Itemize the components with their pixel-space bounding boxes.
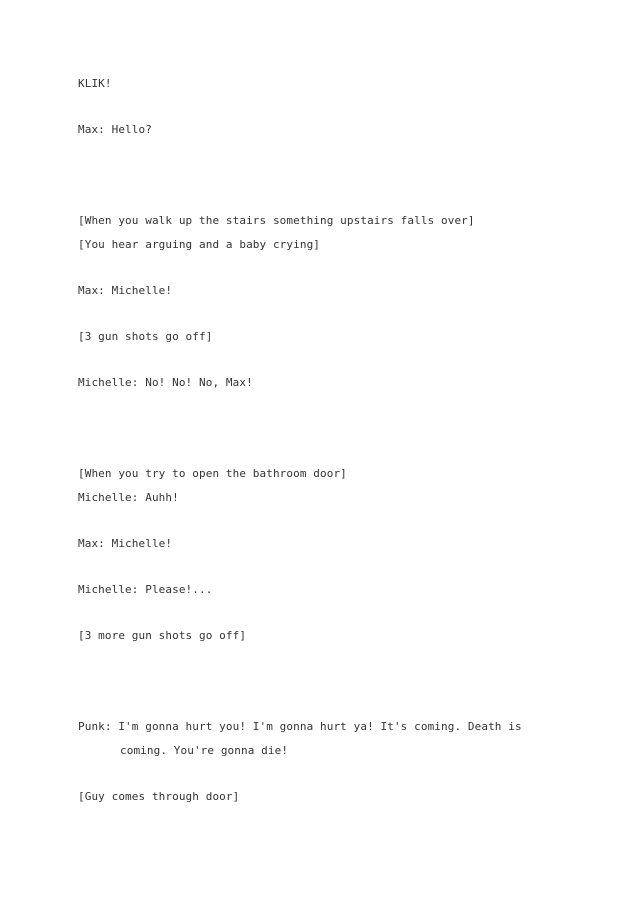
script-line-sound-effect: KLIK! <box>78 77 112 90</box>
script-line-direction: [You hear arguing and a baby crying] <box>78 238 321 251</box>
script-line-direction: [3 gun shots go off] <box>78 330 213 343</box>
script-line-direction: [3 more gun shots go off] <box>78 629 247 642</box>
script-line-dialogue: Punk: I'm gonna hurt you! I'm gonna hurt ya! It's coming. Death is <box>78 720 522 733</box>
script-line-dialogue: Max: Hello? <box>78 123 152 136</box>
script-line-dialogue: Michelle: Auhh! <box>78 491 179 504</box>
script-line-dialogue: Max: Michelle! <box>78 284 173 297</box>
script-line-direction: [When you walk up the stairs something upstairs falls over] <box>78 214 475 227</box>
script-line-dialogue: Michelle: No! No! No, Max! <box>78 376 253 389</box>
script-line-direction: [Guy comes through door] <box>78 790 240 803</box>
script-line-direction: [When you try to open the bathroom door] <box>78 467 347 480</box>
script-line-dialogue: Michelle: Please!... <box>78 583 213 596</box>
script-line-dialogue: Max: Michelle! <box>78 537 173 550</box>
script-line-dialogue-continuation: coming. You're gonna die! <box>120 744 289 757</box>
